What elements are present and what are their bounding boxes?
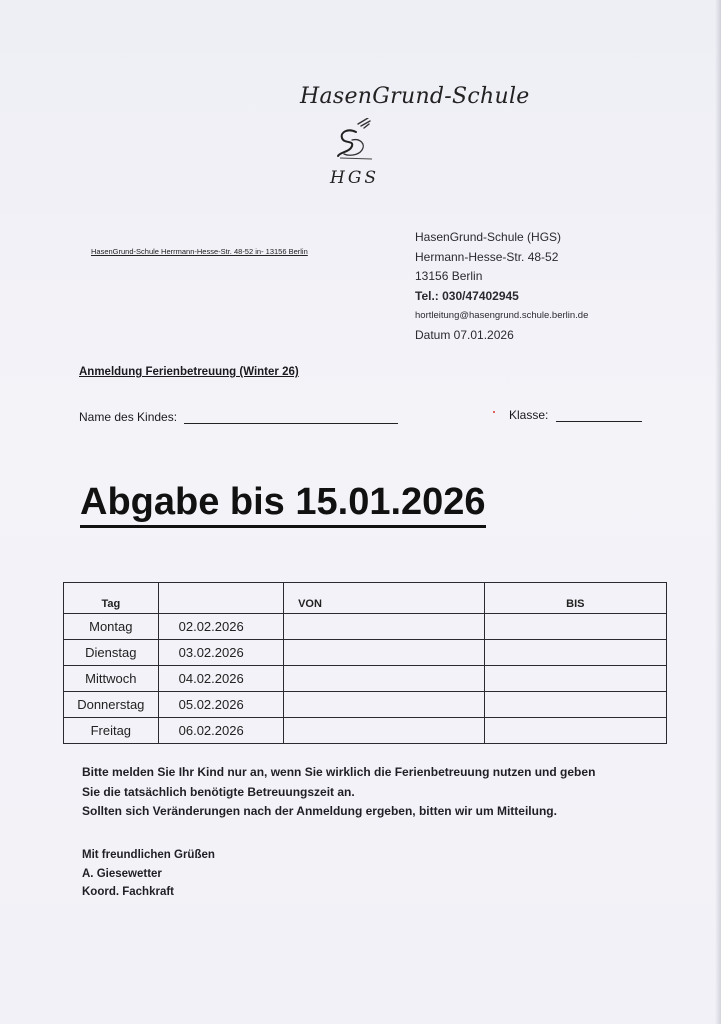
date-cell: 05.02.2026 <box>158 692 283 718</box>
header-to: BIS <box>484 583 666 614</box>
day-cell: Donnerstag <box>64 692 159 718</box>
to-time-cell[interactable] <box>484 640 666 666</box>
day-cell: Dienstag <box>64 640 159 666</box>
notice-line: Bitte melden Sie Ihr Kind nur an, wenn Sie wirklich die Ferienbetreuung nutzen und geben <box>82 765 596 779</box>
signer-name: A. Giesewetter <box>82 867 162 880</box>
school-logo-text: HasenGrund-Schule <box>300 84 530 109</box>
date-cell: 04.02.2026 <box>158 666 283 692</box>
child-name-blank[interactable] <box>184 411 398 424</box>
to-time-cell[interactable] <box>484 614 666 640</box>
logo-initials: HGS <box>330 168 380 188</box>
day-cell: Mittwoch <box>64 666 159 692</box>
closing-greeting: Mit freundlichen Grüßen <box>82 849 215 861</box>
hare-logo-icon <box>328 118 384 166</box>
closing-block <box>82 846 215 902</box>
header-day: Tag <box>64 583 159 614</box>
class-label: Klasse: <box>509 408 549 422</box>
table-header-row <box>64 583 667 614</box>
to-time-cell[interactable] <box>484 718 666 744</box>
deadline-heading: Abgabe bis 15.01.2026 <box>80 480 486 528</box>
notice-line: Sie die tatsächlich benötigte Betreuungszeit an. <box>82 784 355 799</box>
address-street: Hermann-Hesse-Str. 48-52 <box>415 249 559 264</box>
letter-subject: Anmeldung Ferienbetreuung (Winter 26) <box>79 366 299 378</box>
notice-paragraph <box>82 763 595 822</box>
date-cell: 06.02.2026 <box>158 718 283 744</box>
class-blank[interactable] <box>556 409 642 422</box>
from-time-cell[interactable] <box>284 692 485 718</box>
signer-role: Koord. Fachkraft <box>82 886 175 898</box>
address-name: HasenGrund-Schule (HGS) <box>415 230 562 244</box>
table-row <box>64 640 667 666</box>
sender-return-address: HasenGrund-Schule Herrmann-Hesse-Str. 48-52 in- 13156 Berlin <box>91 247 308 256</box>
letter-date: Datum 07.01.2026 <box>415 327 514 342</box>
table-row <box>64 666 667 692</box>
page-edge-shadow <box>715 0 721 1024</box>
schedule-table <box>63 582 667 744</box>
address-phone: Tel.: 030/47402945 <box>415 288 519 303</box>
child-name-field <box>79 410 398 424</box>
to-time-cell[interactable] <box>484 666 666 692</box>
day-cell: Montag <box>64 614 159 640</box>
address-block <box>415 228 588 345</box>
from-time-cell[interactable] <box>284 666 485 692</box>
header-from: VON <box>284 583 485 614</box>
to-time-cell[interactable] <box>484 692 666 718</box>
from-time-cell[interactable] <box>284 640 485 666</box>
table-row <box>64 692 667 718</box>
day-cell: Freitag <box>64 718 159 744</box>
child-name-label: Name des Kindes: <box>79 410 178 424</box>
date-cell: 02.02.2026 <box>158 614 283 640</box>
address-city: 13156 Berlin <box>415 269 483 283</box>
notice-line: Sollten sich Veränderungen nach der Anmeldung ergeben, bitten wir um Mitteilung. <box>82 804 557 818</box>
class-field <box>509 408 642 422</box>
ink-dot <box>493 411 495 413</box>
table-row <box>64 614 667 640</box>
header-date <box>158 583 283 614</box>
address-email: hortleitung@hasengrund.schule.berlin.de <box>415 310 589 321</box>
date-cell: 03.02.2026 <box>158 640 283 666</box>
from-time-cell[interactable] <box>284 718 485 744</box>
table-row <box>64 718 667 744</box>
from-time-cell[interactable] <box>284 614 485 640</box>
